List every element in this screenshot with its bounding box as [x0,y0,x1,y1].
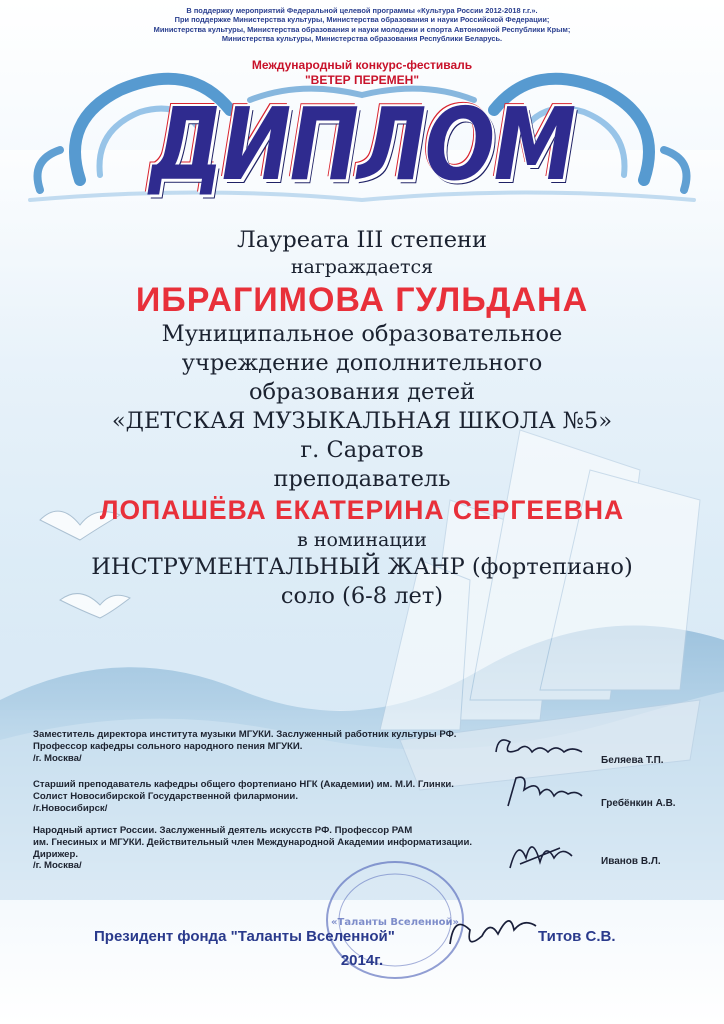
support-line: Министерства культуры, Министерства образования и науки молодежи и спорта Автономной Республики Крым; [153,24,571,34]
jury-member-3 [33,825,513,872]
institution-line: Муниципальное образовательное [161,321,563,347]
city: г. Саратов [300,437,424,463]
nomination-label: в номинации [297,529,427,551]
signature-titov [440,900,550,960]
institution-line: образования детей [248,379,476,405]
jury-line: /г. Москва/ [33,752,82,764]
nomination: ИНСТРУМЕНТАЛЬНЫЙ ЖАНР (фортепиано) [91,554,633,580]
president-name: Титов С.В. [538,928,616,945]
jury-line: Народный артист России. Заслуженный деятель искусств РФ. Профессор РАМ [33,825,413,836]
jury-line: Солист Новосибирской Государственной филармонии. [33,790,298,802]
jury-name-1: Беляева Т.П. [601,755,664,766]
support-line: Министерства культуры, Министерства образования Республики Беларусь. [221,33,503,43]
institution-line: «ДЕТСКАЯ МУЗЫКАЛЬНАЯ ШКОЛА №5» [111,408,613,434]
jury-line: /г. Москва/ [33,860,82,872]
jury-line: Дирижер. [33,848,79,860]
jury-line: им. Гнесиных и МГУКИ. Действительный член Международной Академии информатизации. [33,836,473,848]
jury-member-1 [33,729,513,764]
support-line: При поддержке Министерства культуры, Министерства образования и науки Российской Федерации; [174,15,550,25]
signature-grebenkin [498,770,588,815]
teacher-name: ЛОПАШЁВА ЕКАТЕРИНА СЕРГЕЕВНА [99,495,625,525]
jury-name-2: Гребёнкин А.В. [601,798,676,809]
jury-line: Старший преподаватель кафедры общего фортепиано НГК (Академии) им. М.И. Глинки. [33,779,454,790]
diploma-title: ДИПЛОМ [149,86,575,203]
jury-line: /г.Новосибирск/ [33,802,108,814]
recipient-name: ИБРАГИМОВА ГУЛЬДАНА [135,281,589,319]
support-line: В поддержку мероприятий Федеральной целевой программы «Культура России 2012-2018 г.г.». [186,6,538,15]
jury-name-3: Иванов В.Л. [601,856,661,867]
institution-line: учреждение дополнительного [181,350,543,376]
contest-type: Международный конкурс-фестиваль [251,58,473,72]
jury-line: Заместитель директора института музыки МГУКИ. Заслуженный работник культуры РФ. [33,729,457,740]
award-body [0,226,724,611]
award-degree: Лауреата III степени [236,227,488,253]
signature-ivanov [500,828,580,878]
teacher-label: преподаватель [273,466,451,492]
issue-year: 2014г. [340,952,384,969]
jury-member-2 [33,779,513,814]
diploma-title-wrap [0,86,724,203]
signature-belyaeva [488,730,588,770]
contest-name: "ВЕТЕР ПЕРЕМЕН" [304,73,420,87]
awarded-label: награждается [290,256,434,278]
age-category: соло (6-8 лет) [280,583,444,609]
president-label: Президент фонда "Таланты Вселенной" [94,928,395,945]
support-notice [60,6,664,43]
stamp-text: «Таланты Вселенной» [331,917,459,928]
jury-line: Профессор кафедры сольного народного пения МГУКИ. [33,740,303,752]
